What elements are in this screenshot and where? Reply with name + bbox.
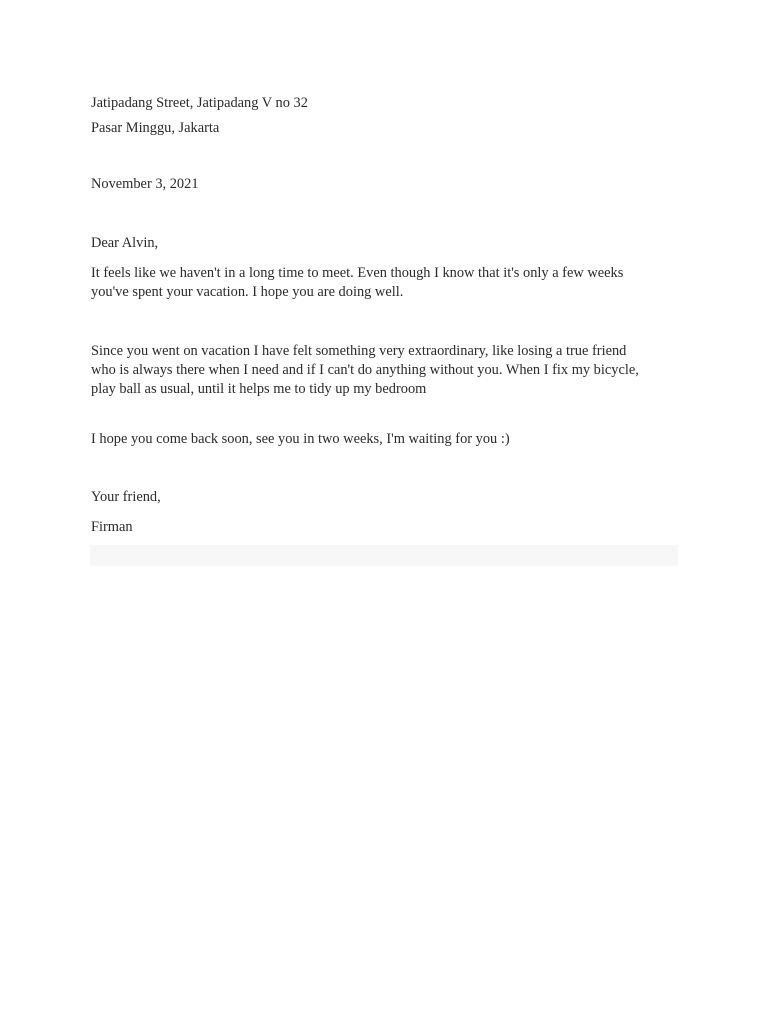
body-paragraph-2 <box>91 342 681 399</box>
address-line-2: Pasar Minggu, Jakarta <box>91 120 220 136</box>
signature-name: Firman <box>91 519 133 535</box>
letter-date: November 3, 2021 <box>91 176 199 192</box>
body-paragraph-3 <box>91 430 681 449</box>
paragraph-line: It feels like we haven't in a long time to meet. Even though I know that it's only a few weeks <box>91 265 624 281</box>
paragraph-line: play ball as usual, until it helps me to tidy up my bedroom <box>91 381 427 397</box>
paragraph-line: you've spent your vacation. I hope you are doing well. <box>91 284 404 300</box>
body-paragraph-1 <box>91 264 681 302</box>
paragraph-line: who is always there when I need and if I can't do anything without you. When I fix my bicycle, <box>91 362 639 378</box>
address-line-1: Jatipadang Street, Jatipadang V no 32 <box>91 95 308 111</box>
salutation: Dear Alvin, <box>91 235 159 251</box>
empty-highlight-bar <box>90 545 678 566</box>
paragraph-line: Since you went on vacation I have felt something very extraordinary, like losing a true friend <box>91 343 627 359</box>
closing-line: Your friend, <box>91 489 161 505</box>
paragraph-line: I hope you come back soon, see you in two weeks, I'm waiting for you :) <box>91 431 510 447</box>
